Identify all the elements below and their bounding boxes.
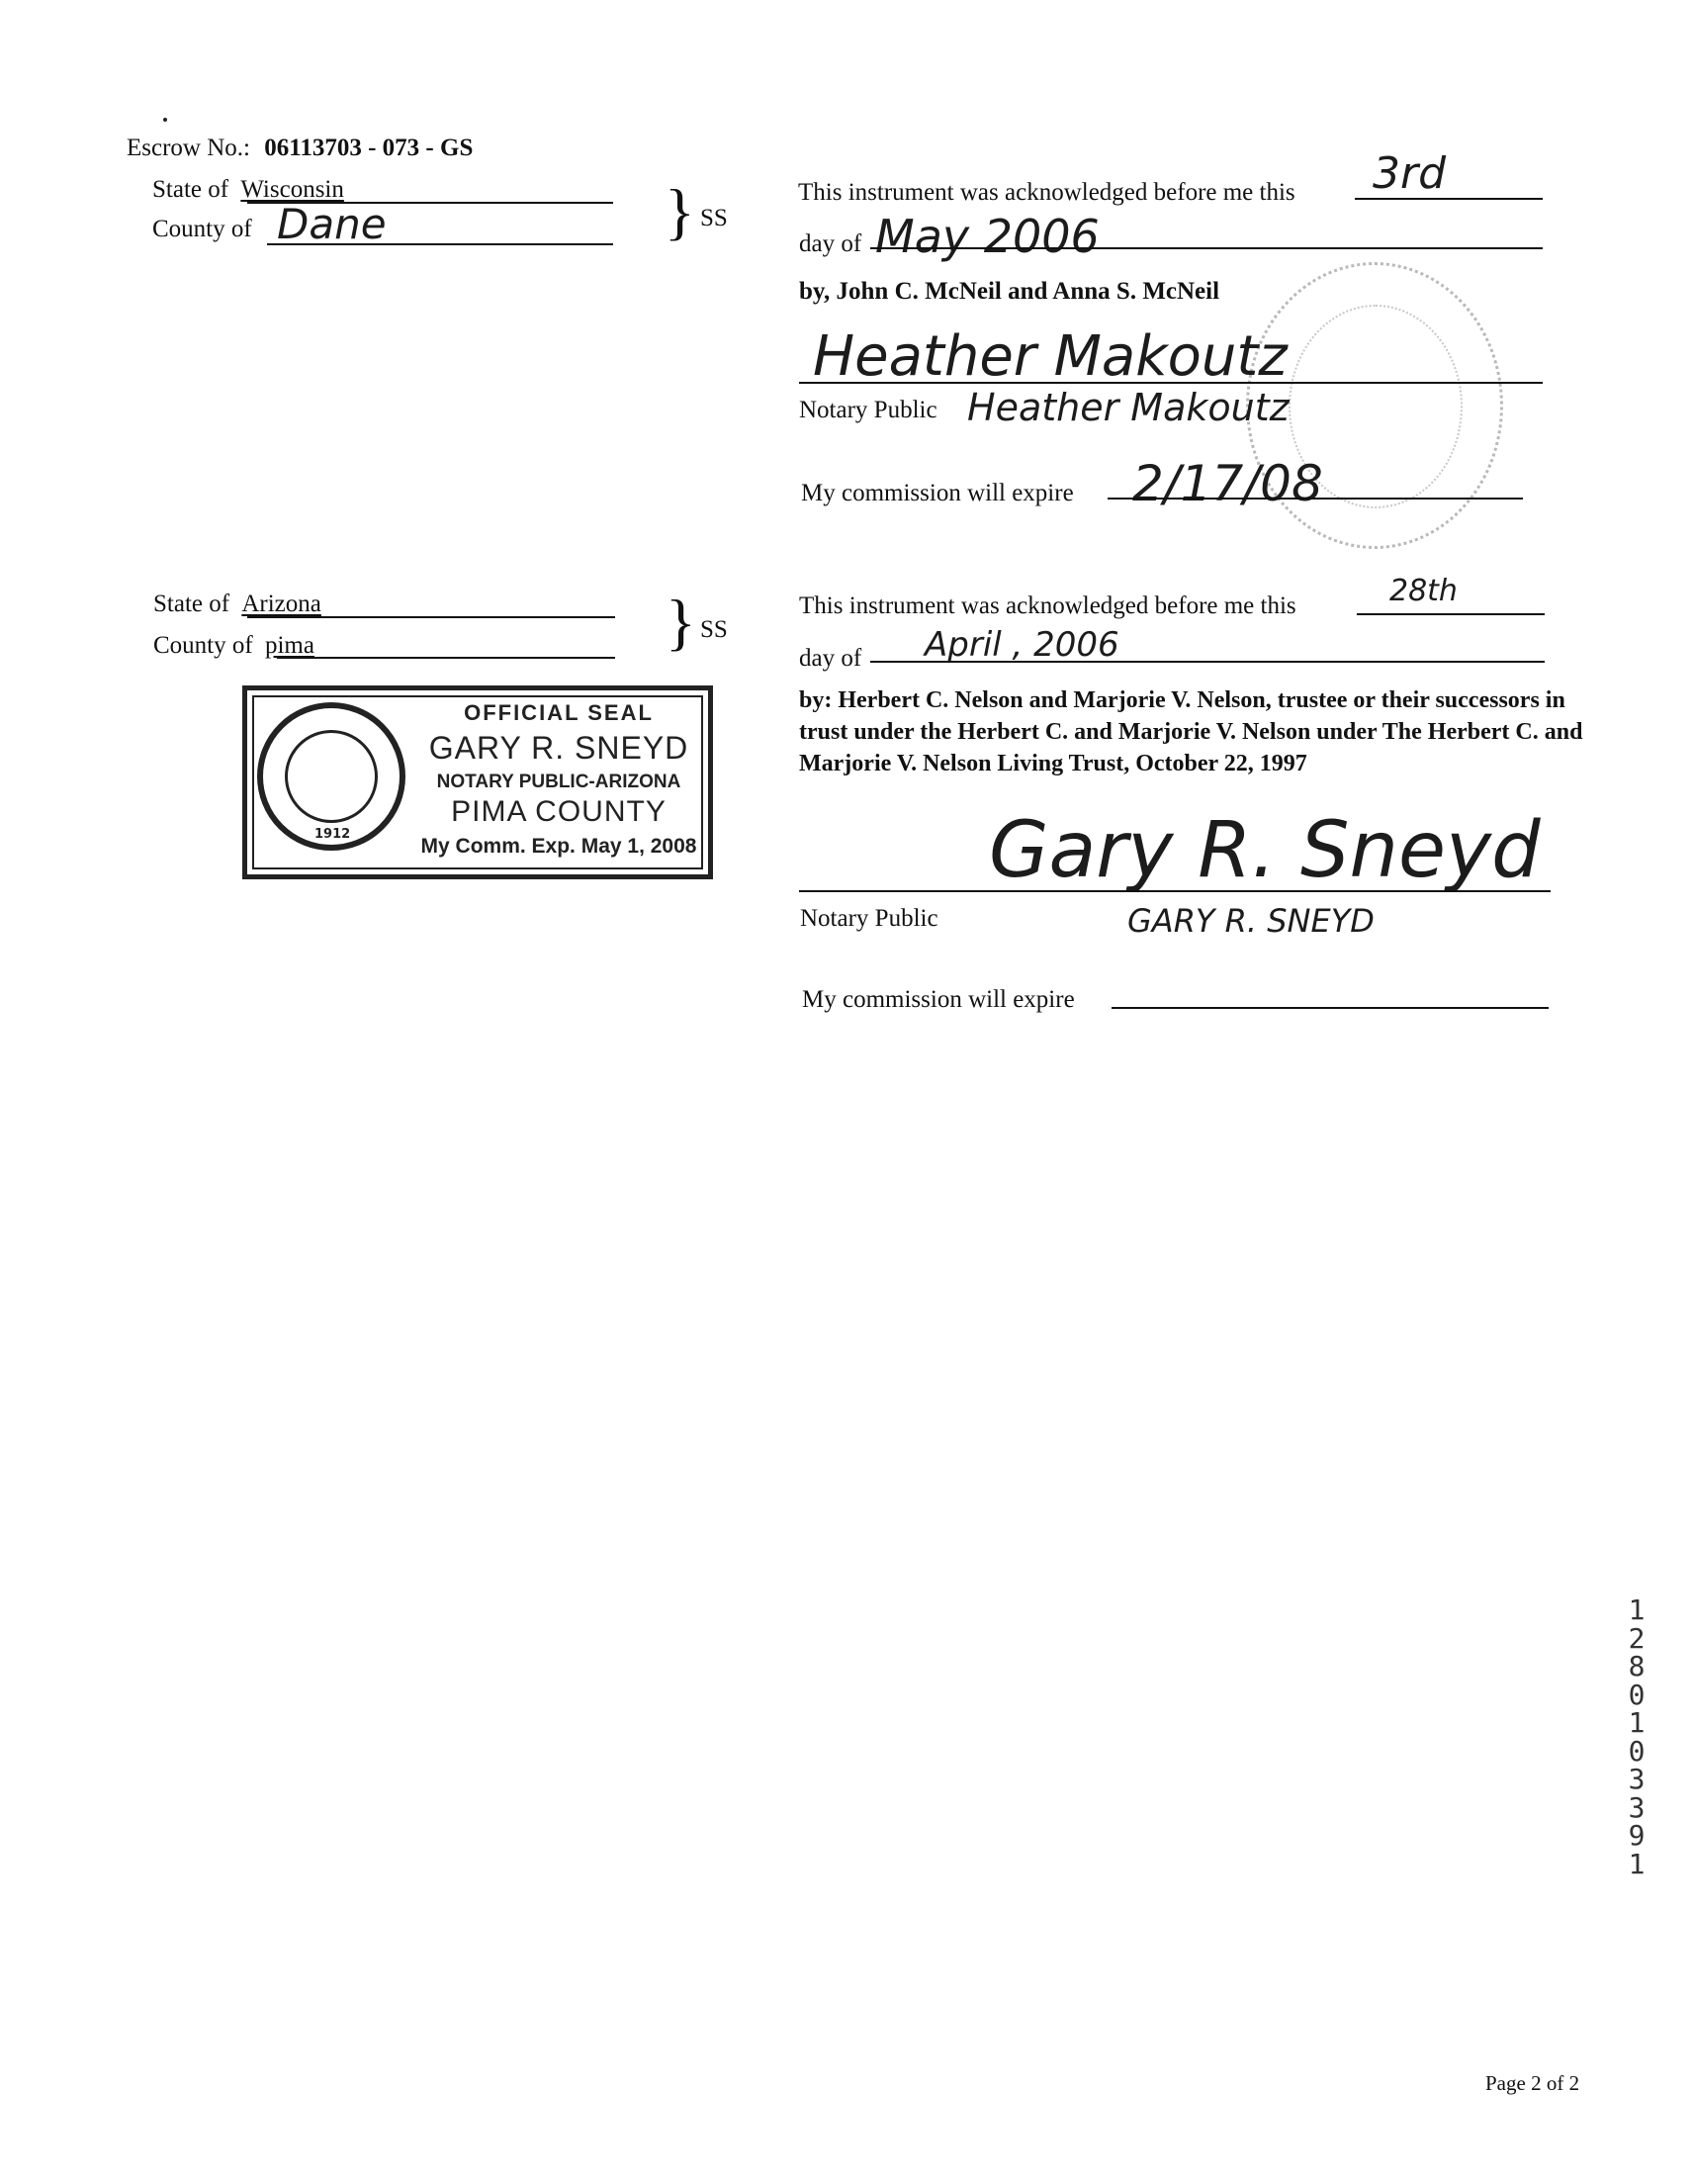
by-text: by, John C. McNeil and Anna S. McNeil [799,278,1220,305]
state-label: State of [153,591,230,617]
block1-county [152,215,252,244]
county-line [267,243,613,245]
state-line [247,616,615,618]
day-of-label: day of [799,645,862,672]
state-value: Arizona [241,591,321,617]
ss-label: SS [700,205,728,231]
arizona-state-seal [257,702,405,851]
commission-date-handwritten: 2/17/08 [1132,455,1323,512]
day-of-line [870,247,1543,249]
ack-day-handwritten: 28th [1389,574,1458,608]
notary-signature: Gary R. Sneyd [989,806,1541,895]
escrow-label: Escrow No.: [127,135,250,161]
notary-label: Notary Public [799,397,937,423]
stamp-title: OFFICIAL SEAL [464,700,654,725]
notary-signature: Heather Makoutz [813,324,1288,389]
by-text-paragraph: by: Herbert C. Nelson and Marjorie V. Nelson, trustee or their successors in trust under the Herbert C. and Marjorie V. Nelson under The Herbert C. and Marjorie V. Nelson Living Trust, October 22, 1997 [799,687,1583,776]
seal-shield-icon [285,730,378,823]
official-seal-stamp [242,685,713,879]
ack-day-line [1357,613,1545,615]
document-id-vertical: 1280103391 [1628,1593,1646,1880]
commission-line [1112,1007,1549,1009]
seal-year: 1912 [314,827,351,842]
escrow-number: 06113703 - 073 - GS [264,135,474,161]
signature-line [799,382,1543,384]
stamp-expiry: My Comm. Exp. May 1, 2008 [420,835,697,858]
notary-name-handwritten: GARY R. SNEYD [1127,902,1375,940]
notary-label: Notary Public [800,905,938,932]
brace: } [666,587,696,657]
escrow-header [127,134,473,163]
scan-speck [163,118,167,122]
commission-label: My commission will expire [801,480,1074,506]
day-of-line [870,661,1545,663]
block2-state [153,590,321,619]
ack-text: This instrument was acknowledged before me this [799,592,1296,619]
ack-day-line [1355,198,1543,200]
signature-line [799,890,1551,892]
stamp-county: PIMA COUNTY [451,795,667,828]
stamp-notary: NOTARY PUBLIC-ARIZONA [436,772,681,792]
day-of-handwritten: May 2006 [875,210,1100,263]
ss-label: SS [700,616,728,643]
commission-label: My commission will expire [802,986,1075,1013]
commission-line [1108,498,1523,500]
notary-name-handwritten: Heather Makoutz [967,386,1290,429]
brace: } [665,176,695,246]
ack-day-handwritten: 3rd [1373,148,1447,199]
day-of-handwritten: April , 2006 [925,625,1119,665]
ack-text: This instrument was acknowledged before me this [798,179,1295,206]
state-value: Wisconsin [240,176,344,203]
page-number: Page 2 of 2 [1485,2071,1580,2095]
county-value-handwritten: Dane [277,200,387,248]
county-label: County of [152,216,252,242]
day-of-label: day of [799,230,862,257]
county-label: County of [153,632,253,659]
county-value: pima [264,632,314,659]
stamp-name: GARY R. SNEYD [428,730,689,766]
county-line [277,657,615,659]
state-label: State of [152,176,229,203]
